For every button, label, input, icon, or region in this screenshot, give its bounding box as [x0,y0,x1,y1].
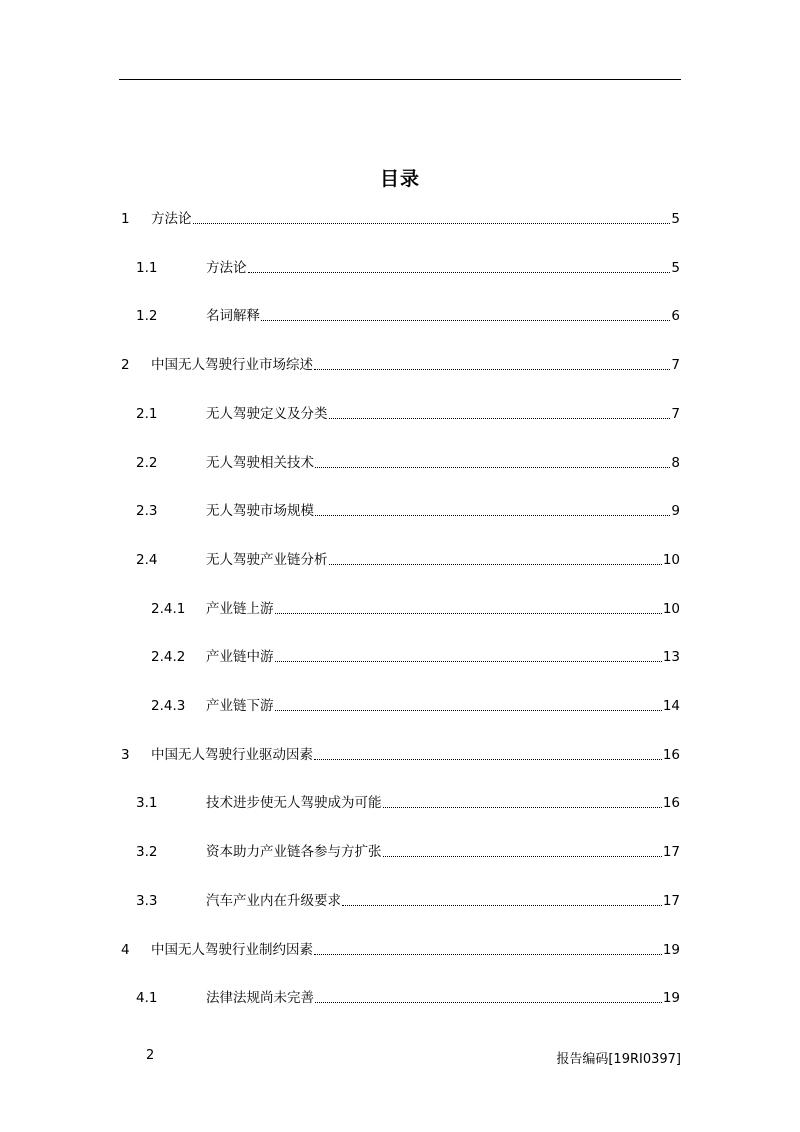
toc-entry-page-number: 8 [671,455,680,471]
toc-entry-number: 3.1 [136,795,158,811]
toc-leader-dots [193,223,671,224]
toc-leader-dots [314,954,662,955]
toc-leader-dots [315,515,670,516]
toc-entry[interactable] [121,354,680,374]
toc-entry-page-number: 6 [671,308,680,324]
toc-leader-dots [314,369,670,370]
toc-leader-dots [342,905,662,906]
toc-entry-title: 无人驾驶市场规模 [206,503,314,519]
toc-entry[interactable] [121,939,680,959]
toc-leader-dots [261,320,670,321]
toc-title: 目录 [379,168,420,190]
toc-entry-title: 产业链上游 [206,601,274,617]
toc-leader-dots [275,661,662,662]
toc-entry-number: 2.4.1 [151,601,186,617]
toc-entry-title: 无人驾驶产业链分析 [206,552,328,568]
toc-leader-dots [248,272,671,273]
toc-entry[interactable] [121,744,680,764]
toc-entry-number: 3.2 [136,844,158,860]
toc-entry-page-number: 16 [662,747,680,763]
toc-leader-dots [275,710,662,711]
toc-entry-title: 方法论 [206,260,247,276]
toc-entry[interactable] [136,452,680,472]
toc-entry[interactable] [136,841,680,861]
toc-entry-title: 方法论 [151,211,192,227]
toc-entry-page-number: 5 [671,211,680,227]
toc-entry-number: 1.2 [136,308,158,324]
footer-page-number: 2 [146,1048,155,1063]
toc-entry-title: 名词解释 [206,308,260,324]
toc-entry-title: 无人驾驶定义及分类 [206,406,328,422]
toc-leader-dots [383,807,662,808]
toc-leader-dots [314,759,662,760]
toc-entry-title: 产业链下游 [206,698,274,714]
toc-entry-number: 1 [121,211,130,227]
footer-report-code: 报告编码[19RI0397] [556,1052,681,1067]
toc-entry-title: 法律法规尚未完善 [206,990,314,1006]
toc-entry-number: 1.1 [136,260,158,276]
toc-entry-page-number: 17 [662,893,680,909]
toc-entry-number: 2.4.2 [151,649,186,665]
toc-entry-page-number: 19 [662,990,680,1006]
toc-entry-title: 中国无人驾驶行业市场综述 [151,357,313,373]
toc-entry-page-number: 16 [662,795,680,811]
toc-entry[interactable] [151,598,680,618]
toc-entry[interactable] [136,987,680,1007]
toc-entry-title: 产业链中游 [206,649,274,665]
toc-leader-dots [275,613,662,614]
toc-entry-page-number: 10 [662,601,680,617]
toc-entry-title: 汽车产业内在升级要求 [206,893,341,909]
toc-leader-dots [329,564,662,565]
toc-entry-number: 3 [121,747,130,763]
toc-entry-number: 2.4 [136,552,158,568]
toc-entry-title: 资本助力产业链各参与方扩张 [206,844,382,860]
toc-entry-page-number: 10 [662,552,680,568]
toc-entry-page-number: 7 [671,357,680,373]
toc-entry[interactable] [151,646,680,666]
toc-entry-title: 中国无人驾驶行业驱动因素 [151,747,313,763]
toc-entry-number: 2 [121,357,130,373]
toc-entry-number: 4 [121,942,130,958]
toc-entry-title: 无人驾驶相关技术 [206,455,314,471]
toc-entry-title: 中国无人驾驶行业制约因素 [151,942,313,958]
toc-entry[interactable] [136,305,680,325]
toc-entry-page-number: 13 [662,649,680,665]
toc-entry[interactable] [136,403,680,423]
toc-entry-number: 2.1 [136,406,158,422]
toc-entry[interactable] [136,792,680,812]
toc-entry[interactable] [136,257,680,277]
toc-entry-page-number: 9 [671,503,680,519]
toc-entry-number: 3.3 [136,893,158,909]
toc-entry-number: 4.1 [136,990,158,1006]
toc-entry[interactable] [151,695,680,715]
toc-entry-title: 技术进步使无人驾驶成为可能 [206,795,382,811]
toc-entry-number: 2.4.3 [151,698,186,714]
toc-entry[interactable] [121,208,680,228]
toc-leader-dots [315,1002,662,1003]
toc-entry-page-number: 5 [671,260,680,276]
toc-entry-page-number: 7 [671,406,680,422]
toc-entry-page-number: 19 [662,942,680,958]
header-rule [119,79,681,80]
toc-leader-dots [329,418,671,419]
toc-entry[interactable] [136,500,680,520]
toc-leader-dots [315,467,670,468]
toc-entry-page-number: 17 [662,844,680,860]
toc-entry-page-number: 14 [662,698,680,714]
toc-leader-dots [383,856,662,857]
toc-entry-number: 2.3 [136,503,158,519]
toc-entry[interactable] [136,890,680,910]
toc-entry[interactable] [136,549,680,569]
toc-entry-number: 2.2 [136,455,158,471]
